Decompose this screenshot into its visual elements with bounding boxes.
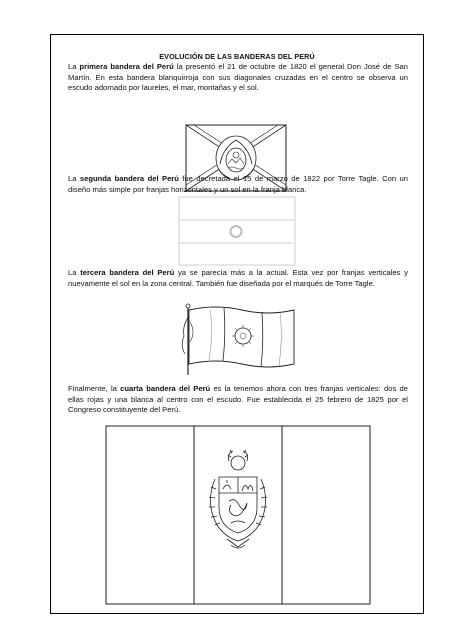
paragraph-bold-term: tercera bandera del Perú [80, 268, 175, 277]
paragraph-third-flag [68, 268, 408, 289]
paragraph-second-flag [68, 174, 408, 195]
paragraph-text: ya se parecía más a la actual. Esta vez por franjas verticales y nuevamente el sol en la zona central. También fue diseñada por el marqués de Torre Tagle. [68, 268, 408, 288]
page-title: EVOLUCIÓN DE LAS BANDERAS DEL PERÚ [159, 52, 315, 61]
paragraph-bold-term: primera bandera del Perú [79, 62, 174, 71]
paragraph-prefix: La [68, 174, 80, 183]
paragraph-first-flag [68, 62, 408, 94]
fourth-flag-illustration [105, 425, 371, 605]
paragraph-prefix: La [68, 268, 81, 277]
paragraph-fourth-flag [68, 384, 408, 416]
paragraph-text: la presentó el 21 de octubre de 1820 el general Don José de San Martín. En esta bandera blanquirroja con sus diagonales cruzadas en el centro se observa un escudo adornado por laureles, el mar, montañas y el sol. [68, 62, 408, 93]
paragraph-bold-term: segunda bandera del Perú [79, 174, 179, 183]
paragraph-bold-term: cuarta bandera del Perú [120, 384, 211, 393]
paragraph-text: es la tenemos ahora con tres franjas verticales: dos de ellas rojas y una blanca al centro con el escudo. Fue establecida el 25 febrero de 1825 por el Congreso constituyente del Perú. [68, 384, 408, 415]
paragraph-text: fue decretada el 15 de marzo de 1822 por Torre Tagle. Con un diseño más simple por franjas horizontales y un sol en la franja blanca. [68, 174, 408, 194]
third-flag-illustration [176, 302, 300, 376]
second-flag-illustration [178, 196, 296, 266]
paragraph-prefix: Finalmente, la [68, 384, 121, 393]
paragraph-prefix: La [68, 62, 80, 71]
